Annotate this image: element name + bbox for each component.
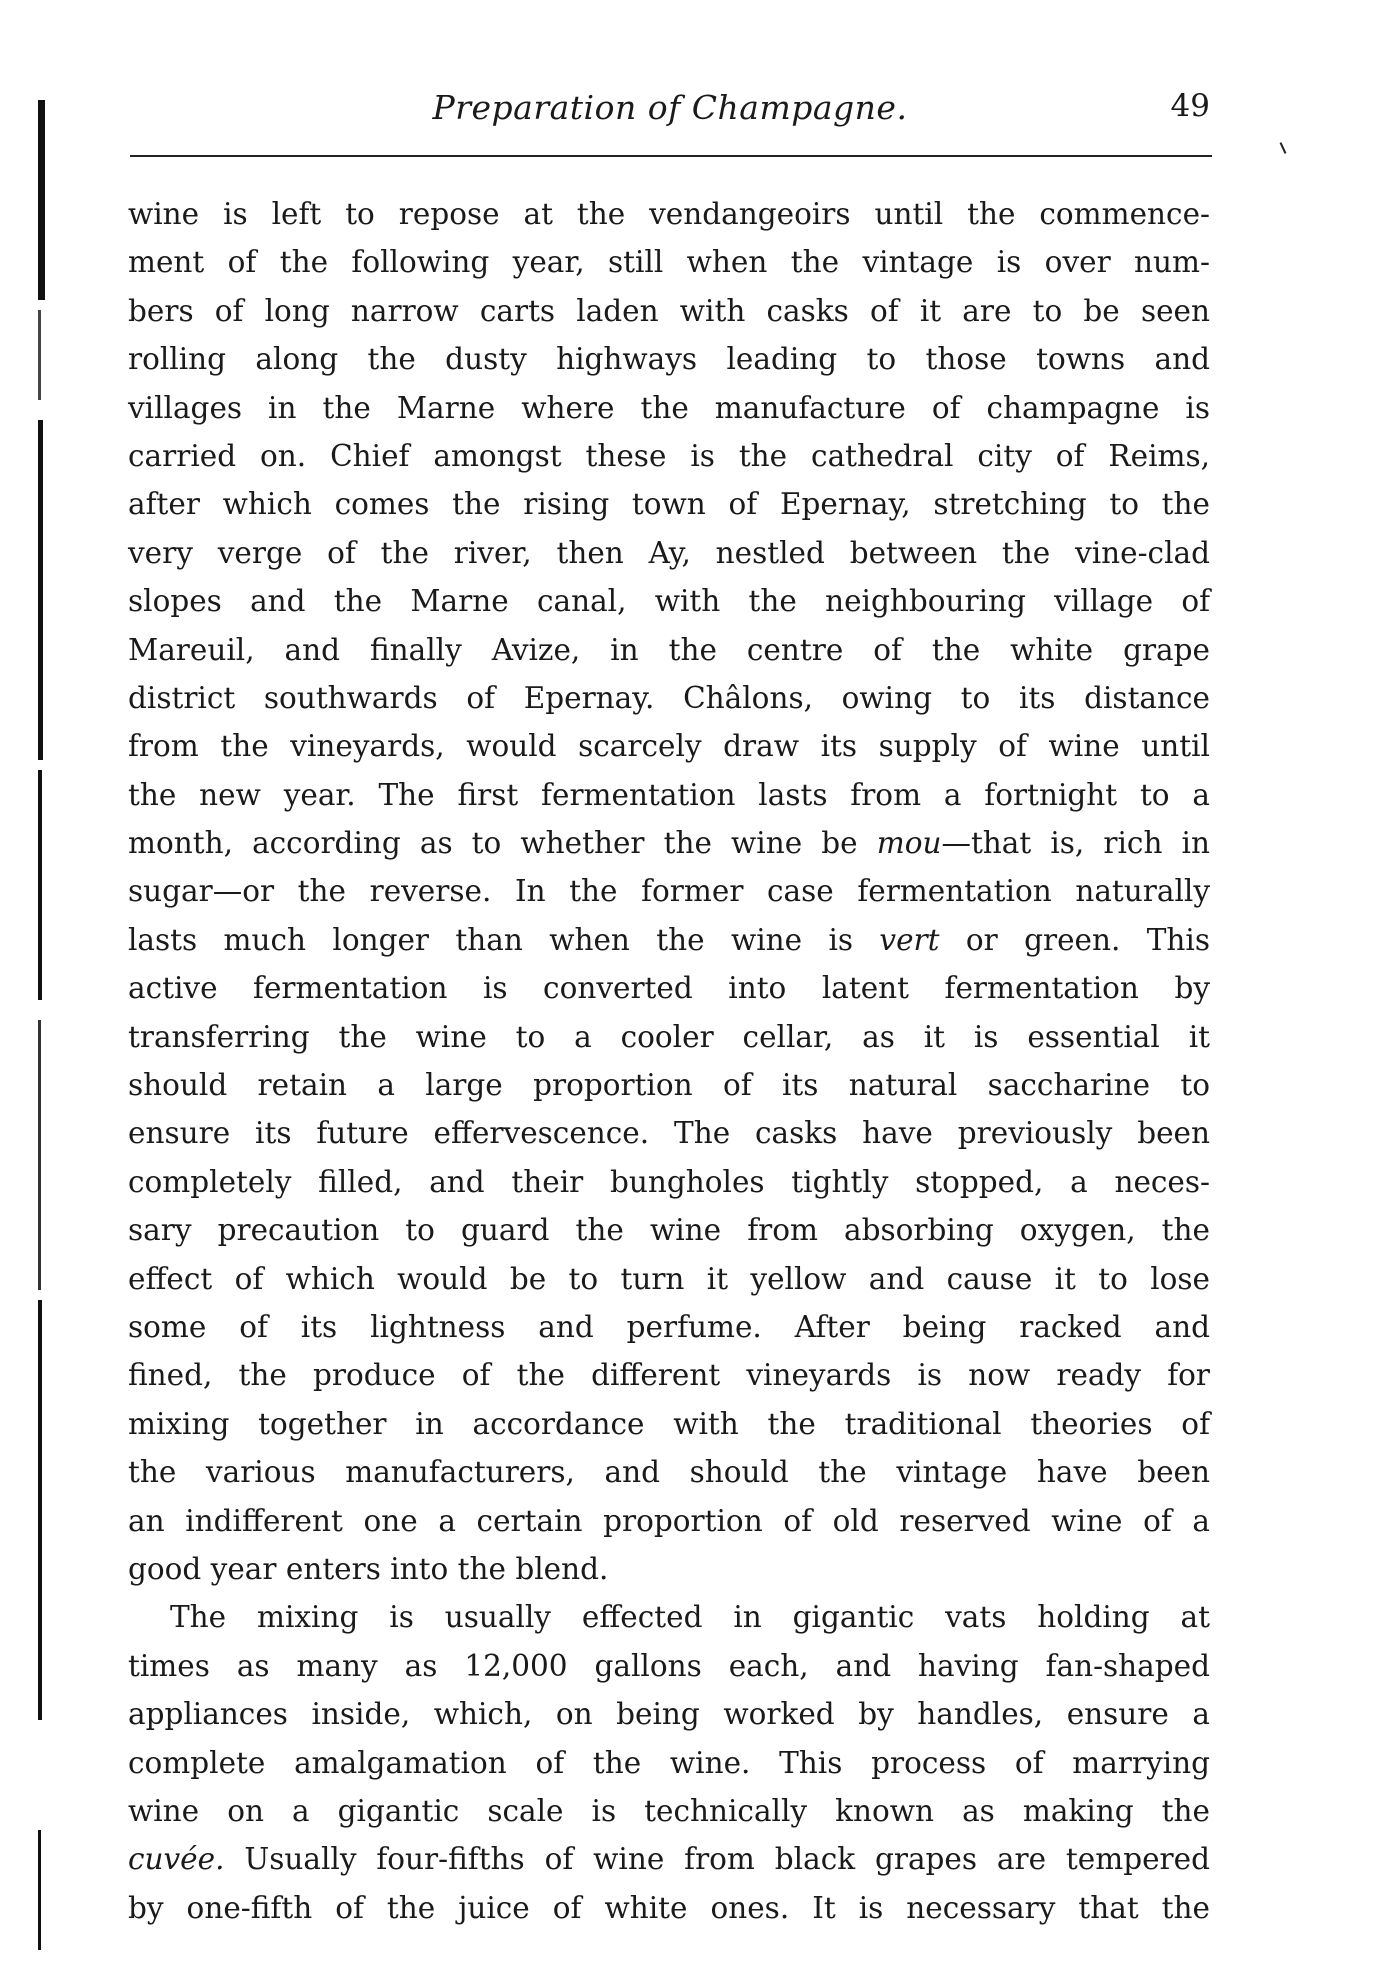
running-title: Preparation of Champagne.: [432, 88, 908, 127]
text-line: transferring the wine to a cooler cellar, as it is essential it: [128, 1019, 1210, 1054]
text-line: ment of the following year, still when the vintage is over num-: [128, 245, 1210, 280]
header-rule: [130, 155, 1212, 157]
text-line: district southwards of Epernay. Châlons, owing to its distance: [128, 680, 1210, 715]
page-header: [130, 88, 1210, 138]
text-line: wine on a gigantic scale is technically known as making the: [128, 1793, 1210, 1828]
text-line: active fermentation is converted into latent fermentation by: [128, 971, 1210, 1006]
text-line: appliances inside, which, on being worked by handles, ensure a: [128, 1697, 1210, 1732]
text-run: —that is, rich in: [941, 826, 1210, 861]
text-line: some of its lightness and perfume. After being racked and: [128, 1309, 1210, 1344]
text-line: the various manufacturers, and should the vintage have been: [128, 1455, 1210, 1490]
text-line: an indifferent one a certain proportion of old reserved wine of a: [128, 1503, 1210, 1538]
body-text: [128, 190, 1210, 1932]
page-number: 49: [1170, 88, 1210, 124]
text-line: from the vineyards, would scarcely draw its supply of wine until: [128, 729, 1210, 764]
text-line: good year enters into the blend.: [128, 1551, 609, 1586]
text-run: month, according as to whether the wine be: [128, 826, 877, 861]
text-line: effect of which would be to turn it yellow and cause it to lose: [128, 1261, 1210, 1296]
text-line: slopes and the Marne canal, with the neighbouring village of: [128, 584, 1210, 619]
text-line: the new year. The first fermentation lasts from a fortnight to a: [128, 777, 1210, 812]
text-line: [128, 916, 1210, 964]
text-line: ensure its future effervescence. The casks have previously been: [128, 1116, 1210, 1151]
scan-edge-mark: [38, 100, 45, 300]
italic-term: cuvée.: [128, 1842, 225, 1877]
scan-edge-mark: [38, 420, 43, 760]
text-line: times as many as 12,000 gallons each, and having fan-shaped: [128, 1648, 1210, 1683]
scan-edge-mark: [38, 770, 42, 1000]
text-line: The mixing is usually effected in gigantic vats holding at: [170, 1600, 1210, 1635]
text-run: Usually four-fifths of wine from black grapes are tempered: [224, 1842, 1210, 1877]
text-line: wine is left to repose at the vendangeoirs until the commence-: [128, 197, 1210, 231]
italic-term: vert: [879, 922, 940, 957]
text-line: sugar—or the reverse. In the former case fermentation naturally: [128, 874, 1210, 909]
scan-edge-mark: [38, 1020, 41, 1290]
text-line: sary precaution to guard the wine from absorbing oxygen, the: [128, 1213, 1210, 1248]
scan-edge-mark: [38, 310, 41, 400]
scan-edge-mark: [38, 1830, 41, 1950]
text-line: Mareuil, and finally Avize, in the centre of the white grape: [128, 632, 1210, 667]
text-line: complete amalgamation of the wine. This process of marrying: [128, 1745, 1210, 1780]
text-line: rolling along the dusty highways leading to those towns and: [128, 342, 1210, 377]
text-line: [128, 819, 1210, 867]
text-run: lasts much longer than when the wine is: [128, 922, 880, 957]
italic-term: mou: [876, 826, 942, 861]
text-line: mixing together in accordance with the traditional theories of: [128, 1406, 1210, 1441]
text-run: or green. This: [939, 922, 1210, 957]
text-line: very verge of the river, then Ay, nestled between the vine-clad: [128, 535, 1210, 570]
text-line: bers of long narrow carts laden with casks of it are to be seen: [128, 293, 1210, 328]
text-line: by one-fifth of the juice of white ones. It is necessary that the: [128, 1890, 1210, 1925]
text-line: [128, 1835, 1210, 1883]
text-line: fined, the produce of the different vineyards is now ready for: [128, 1358, 1210, 1393]
text-line: carried on. Chief amongst these is the cathedral city of Reims,: [128, 438, 1210, 473]
text-line: completely filled, and their bungholes tightly stopped, a neces-: [128, 1164, 1210, 1199]
scan-speck: [1280, 142, 1287, 154]
text-line: should retain a large proportion of its natural saccharine to: [128, 1068, 1210, 1103]
text-line: after which comes the rising town of Epernay, stretching to the: [128, 487, 1210, 522]
scan-edge-mark: [38, 1300, 42, 1720]
text-line: villages in the Marne where the manufacture of champagne is: [128, 390, 1210, 425]
